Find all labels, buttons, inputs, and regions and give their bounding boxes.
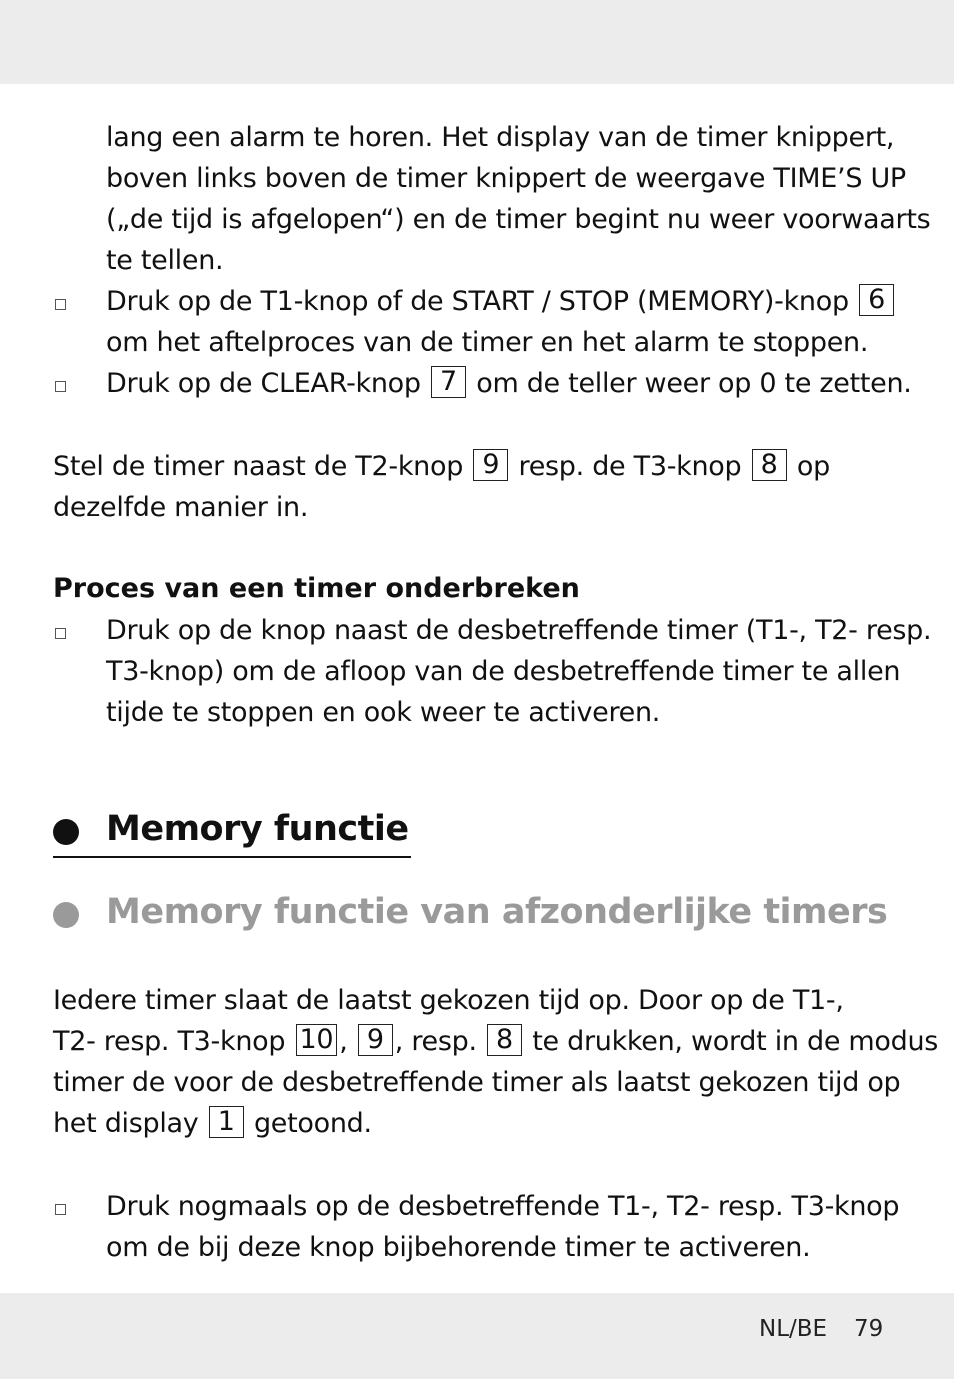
top-band (0, 0, 954, 84)
ref-box-10: 10 (296, 1024, 338, 1056)
bullet-1-line-2: om het aftelproces van de timer en het alarm te stoppen. (106, 327, 869, 358)
checkbox-bullet (55, 381, 66, 392)
ref-box-1: 1 (209, 1106, 244, 1138)
intro-line-2: boven links boven de timer knippert de weergave TIME’S UP (106, 163, 906, 194)
para-2-line-1: Iedere timer slaat de laatst gekozen tijd op. Door op de T1-, (53, 985, 844, 1016)
para-1-line-2: dezelfde manier in. (53, 492, 309, 523)
section-1-line-2: T3-knop) om de afloop van de desbetreffende timer te allen (106, 656, 901, 687)
heading-bullet-dot (53, 819, 79, 845)
heading-memory-individual-timers: Memory functie van afzonderlijke timers (106, 892, 888, 932)
heading-memory-function: Memory functie (106, 809, 409, 849)
subheading-pause-timer: Proces van een timer onderbreken (53, 573, 580, 604)
ref-box-6: 6 (859, 284, 894, 316)
para-2-l4-pre: het display (53, 1108, 199, 1139)
checkbox-bullet (55, 299, 66, 310)
para-2-comma: , (339, 1026, 348, 1057)
last-bullet-line-2: om de bij deze knop bijbehorende timer te activeren. (106, 1232, 811, 1263)
para-2-line-3: timer de voor de desbetreffende timer als laatst gekozen tijd op (53, 1067, 901, 1098)
section-1-line-3: tijde te stoppen en ook weer te activeren. (106, 697, 661, 728)
para-2-line-2 (53, 1021, 938, 1062)
ref-box-8: 8 (487, 1024, 522, 1056)
bullet-2-pre: Druk op de CLEAR-knop (106, 368, 421, 399)
ref-box-9: 9 (473, 449, 508, 481)
ref-box-8: 8 (752, 449, 787, 481)
intro-line-1: lang een alarm te horen. Het display van de timer knippert, (106, 122, 895, 153)
section-1-line-1: Druk op de knop naast de desbetreffende timer (T1-, T2- resp. (106, 615, 932, 646)
last-bullet-line-1: Druk nogmaals op de desbetreffende T1-, T2- resp. T3-knop (106, 1191, 900, 1222)
para-2-l2-pre: T2- resp. T3-knop (53, 1026, 286, 1057)
para-2-line-4 (53, 1103, 372, 1144)
intro-line-3: („de tijd is afgelopen“) en de timer begint nu weer voorwaarts (106, 204, 931, 235)
para-1-mid: resp. de T3-knop (518, 451, 742, 482)
bullet-2-line (106, 363, 912, 404)
para-1-pre: Stel de timer naast de T2-knop (53, 451, 464, 482)
para-1-post: op (796, 451, 830, 482)
bullet-1-line-1 (106, 281, 896, 322)
checkbox-bullet (55, 1204, 66, 1215)
checkbox-bullet (55, 628, 66, 639)
para-1-line-1 (53, 446, 830, 487)
para-2-l4-post: getoond. (253, 1108, 372, 1139)
bullet-1-text: Druk op de T1-knop of de START / STOP (MEMORY)-knop (106, 286, 849, 317)
footer-locale: NL/BE (759, 1316, 828, 1342)
para-2-l2-mid: , resp. (394, 1026, 477, 1057)
intro-line-4: te tellen. (106, 245, 224, 276)
ref-box-7: 7 (431, 366, 466, 398)
heading-bullet-dot-gray (53, 902, 79, 928)
page-number: 79 (854, 1316, 884, 1342)
para-2-l2-post: te drukken, wordt in de modus (532, 1026, 939, 1057)
bullet-2-post: om de teller weer op 0 te zetten. (476, 368, 912, 399)
ref-box-9: 9 (358, 1024, 393, 1056)
heading-underline (53, 856, 411, 858)
